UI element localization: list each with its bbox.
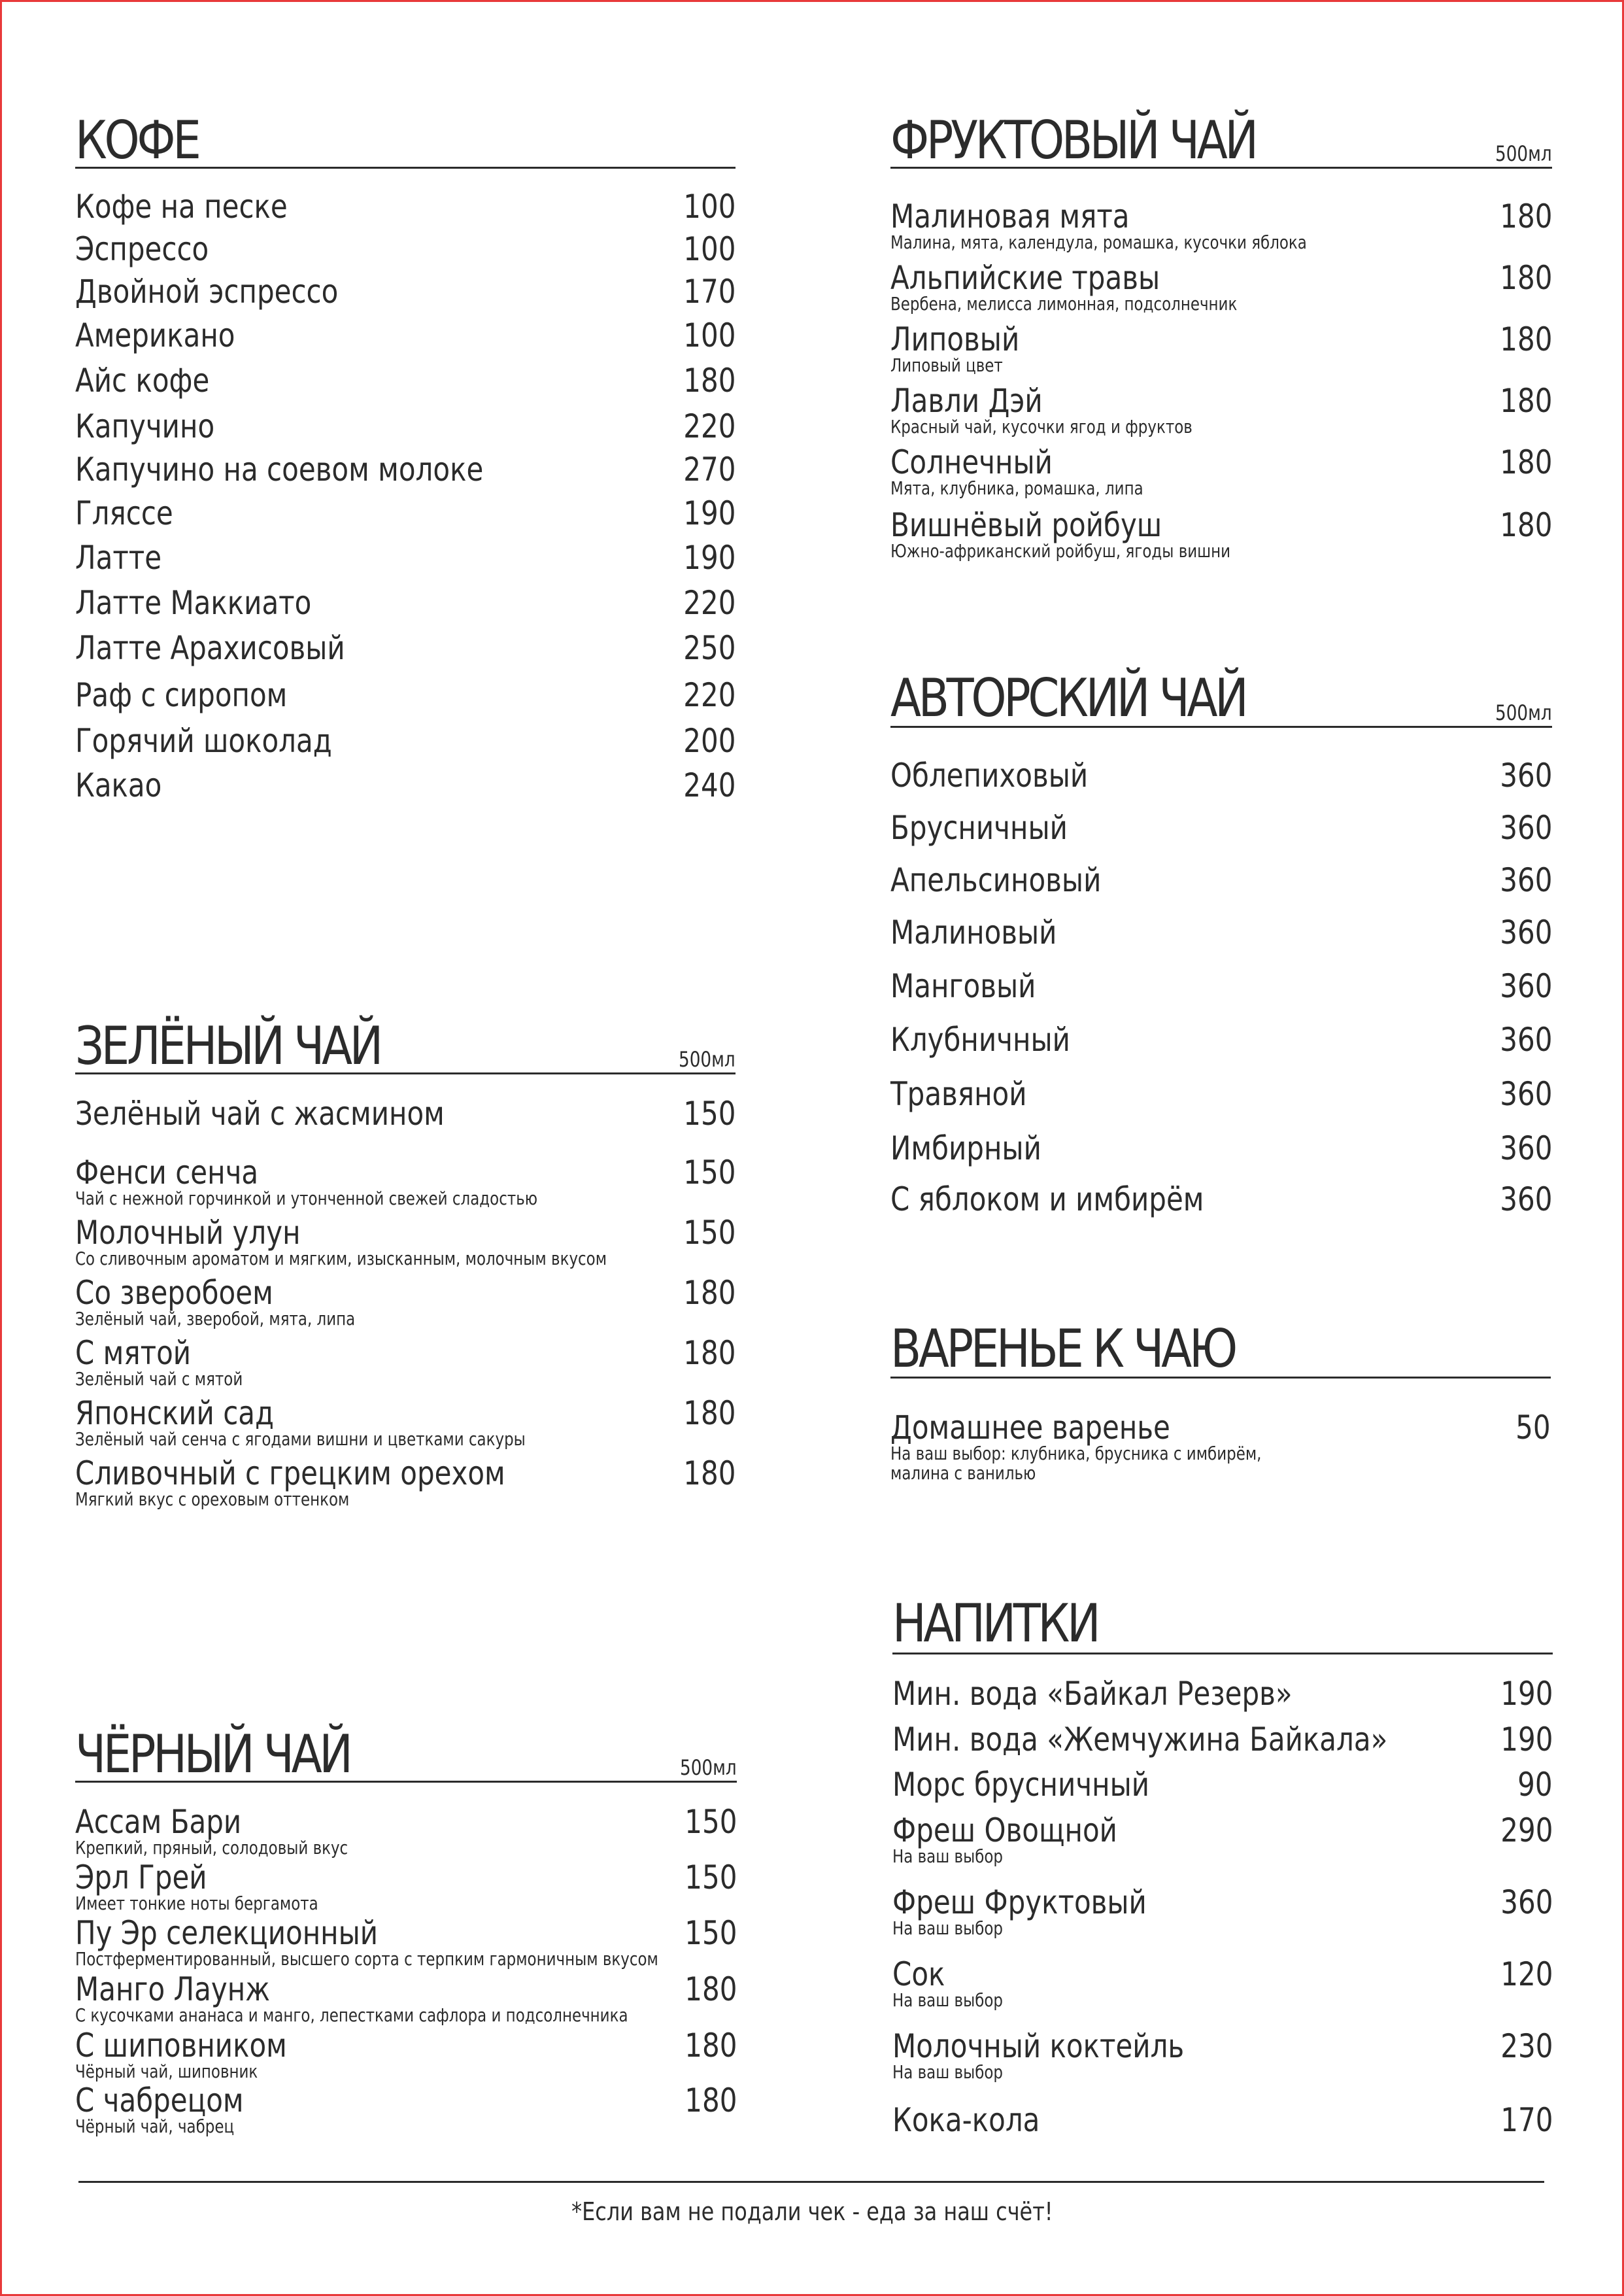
item-price: 250 — [683, 629, 736, 667]
item-name: Горячий шоколад — [75, 722, 332, 760]
item-price: 180 — [684, 1970, 737, 2008]
menu-item — [75, 539, 736, 577]
menu-item — [892, 1883, 1553, 1939]
item-price: 90 — [1517, 1766, 1553, 1804]
item-price: 180 — [1499, 320, 1552, 358]
item-price: 180 — [684, 2027, 737, 2065]
section-header — [890, 1316, 1551, 1379]
menu-item — [75, 319, 736, 352]
item-price: 360 — [1499, 1180, 1552, 1218]
item-name: Лавли Дэй — [890, 382, 1043, 420]
menu-item — [892, 2027, 1553, 2083]
item-name: Американо — [75, 317, 235, 354]
footer-note-text: *Если вам не подали чек - еда за наш счёт! — [571, 2197, 1053, 2226]
menu-item — [890, 861, 1552, 899]
item-price: 180 — [683, 362, 736, 400]
item-price: 180 — [1499, 197, 1552, 235]
menu-item — [75, 584, 736, 622]
item-name: Облепиховый — [890, 757, 1089, 795]
item-price: 100 — [683, 317, 736, 354]
section-drinks — [892, 1591, 1553, 2139]
item-name: Сливочный с грецким орехом — [75, 1454, 505, 1492]
menu-item — [892, 2101, 1553, 2139]
menu-item — [75, 1803, 737, 1859]
menu-item — [75, 2084, 737, 2136]
item-name: Домашнее варенье — [890, 1409, 1170, 1447]
item-price: 360 — [1499, 914, 1552, 951]
item-name: Клубничный — [890, 1021, 1070, 1059]
section-fruit-tea — [890, 108, 1552, 562]
item-name: Кока-кола — [892, 2101, 1040, 2139]
section-title: ВАРЕНЬЕ К ЧАЮ — [890, 1318, 1235, 1379]
item-price: 180 — [1499, 443, 1552, 481]
item-description: Чёрный чай, шиповник — [75, 2061, 258, 2082]
item-price: 150 — [684, 1914, 737, 1952]
section-volume: 500мл — [1495, 700, 1552, 725]
item-price: 50 — [1515, 1409, 1551, 1447]
section-title: ЧЁРНЫЙ ЧАЙ — [75, 1724, 350, 1785]
item-price: 150 — [683, 1095, 736, 1133]
item-name: Брусничный — [890, 809, 1068, 847]
menu-item — [75, 766, 736, 804]
item-price: 240 — [683, 766, 736, 804]
menu-item — [75, 1334, 736, 1390]
item-name: С мятой — [75, 1334, 192, 1372]
menu-item — [75, 494, 736, 532]
item-price: 200 — [683, 722, 736, 760]
item-name: Молочный улун — [75, 1214, 301, 1252]
menu-item — [75, 1394, 736, 1450]
section-title: КОФЕ — [75, 110, 199, 171]
item-description: На ваш выбор — [892, 1845, 1003, 1867]
menu-item — [75, 1095, 736, 1133]
item-price: 360 — [1499, 1021, 1552, 1059]
menu-item — [75, 1274, 736, 1329]
item-price: 220 — [683, 676, 736, 714]
item-name: Фреш Овощной — [892, 1811, 1117, 1849]
item-price: 170 — [1500, 2101, 1553, 2139]
menu-item — [75, 2029, 737, 2082]
item-name: Пу Эр селекционный — [75, 1914, 379, 1952]
item-description: Малина, мята, календула, ромашка, кусочки яблока — [890, 231, 1307, 253]
item-price: 190 — [1500, 1721, 1553, 1758]
item-name: Манговый — [890, 967, 1036, 1005]
item-name: С чабрецом — [75, 2082, 244, 2119]
item-price: 180 — [683, 1334, 736, 1372]
item-description: Имеет тонкие ноты бергамота — [75, 1893, 318, 1914]
section-green-tea — [75, 1014, 736, 1510]
section-header — [890, 108, 1552, 169]
menu-item — [890, 1411, 1551, 1483]
section-coffee — [75, 108, 736, 804]
section-header — [75, 1014, 736, 1074]
item-name: Молочный коктейль — [892, 2027, 1185, 2065]
item-name: Зелёный чай с жасмином — [75, 1095, 445, 1133]
item-description: На ваш выбор: клубника, брусника с имбирём, — [890, 1443, 1262, 1464]
menu-item — [75, 188, 736, 226]
item-description: Вербена, мелисса лимонная, подсолнечник — [890, 293, 1238, 315]
menu-item — [75, 722, 736, 760]
item-name: Раф с сиропом — [75, 676, 288, 714]
item-description: Зелёный чай с мятой — [75, 1368, 243, 1390]
item-name: Альпийские травы — [890, 259, 1160, 297]
item-price: 360 — [1499, 757, 1552, 795]
item-name: Латте Маккиато — [75, 584, 312, 622]
item-price: 230 — [1500, 2027, 1553, 2065]
menu-item — [890, 320, 1552, 376]
item-price: 360 — [1499, 1075, 1552, 1113]
item-name: Сок — [892, 1955, 945, 1993]
item-price: 170 — [683, 273, 736, 311]
item-price: 190 — [683, 539, 736, 577]
item-description: Чёрный чай, чабрец — [75, 2116, 235, 2137]
item-price: 270 — [683, 451, 736, 488]
item-price: 180 — [1499, 382, 1552, 420]
menu-item — [890, 1180, 1552, 1218]
item-price: 360 — [1499, 861, 1552, 899]
section-header — [75, 1722, 737, 1783]
menu-item — [75, 362, 736, 400]
menu-item — [890, 197, 1552, 253]
item-price: 100 — [683, 230, 736, 268]
menu-item — [890, 967, 1552, 1005]
item-name: Японский сад — [75, 1394, 275, 1432]
menu-item — [75, 1454, 736, 1510]
section-header — [75, 108, 736, 169]
item-price: 360 — [1499, 967, 1552, 1005]
item-description: На ваш выбор — [892, 1917, 1003, 1939]
item-name: Имбирный — [890, 1129, 1041, 1167]
item-description: Чай с нежной горчинкой и утонченной свежей сладостью — [75, 1188, 538, 1209]
item-name: Капучино — [75, 407, 215, 445]
item-name: Вишнёвый ройбуш — [890, 506, 1162, 544]
item-price: 190 — [683, 494, 736, 532]
item-description: Красный чай, кусочки ягод и фруктов — [890, 416, 1193, 437]
item-name: Малиновый — [890, 914, 1057, 951]
menu-item — [75, 453, 736, 486]
menu-item — [890, 382, 1552, 437]
item-description: Мята, клубника, ромашка, липа — [890, 477, 1143, 499]
section-header — [892, 1591, 1553, 1654]
menu-item — [890, 1129, 1552, 1167]
item-name: Фреш Фруктовый — [892, 1883, 1147, 1921]
item-name: Липовый — [890, 320, 1020, 358]
item-price: 150 — [684, 1803, 737, 1841]
section-header — [890, 666, 1552, 728]
item-price: 290 — [1500, 1811, 1553, 1849]
section-volume: 500мл — [679, 1047, 736, 1072]
section-title: ЗЕЛЁНЫЙ ЧАЙ — [75, 1016, 381, 1076]
menu-item — [892, 1811, 1553, 1867]
item-price: 190 — [1500, 1675, 1553, 1713]
menu-item — [890, 1021, 1552, 1059]
section-volume: 500мл — [680, 1755, 737, 1780]
item-name: Манго Лаунж — [75, 1970, 271, 2008]
item-price: 220 — [683, 584, 736, 622]
menu-item — [892, 1723, 1553, 1756]
item-name: Гляссе — [75, 494, 173, 532]
item-description: Крепкий, пряный, солодовый вкус — [75, 1837, 348, 1859]
item-name: Мин. вода «Жемчужина Байкала» — [892, 1721, 1388, 1758]
menu-item — [75, 676, 736, 714]
menu-item — [75, 273, 736, 311]
item-description: Южно-африканский ройбуш, ягоды вишни — [890, 540, 1231, 562]
item-name: Какао — [75, 766, 162, 804]
item-name: Айс кофе — [75, 362, 210, 400]
menu-item — [890, 259, 1552, 315]
item-description-line2: малина с ванилью — [890, 1462, 1036, 1484]
item-description: Зелёный чай сенча с ягодами вишни и цветками сакуры — [75, 1428, 526, 1450]
section-author-tea — [890, 666, 1552, 1218]
menu-item — [890, 757, 1552, 795]
menu-item — [75, 407, 736, 445]
item-name: Ассам Бари — [75, 1803, 242, 1841]
item-price: 360 — [1499, 809, 1552, 847]
item-name: Двойной эспрессо — [75, 273, 339, 311]
item-name: Эспрессо — [75, 230, 209, 268]
item-description: Липовый цвет — [890, 354, 1003, 376]
item-name: Со зверобоем — [75, 1274, 273, 1312]
item-description: Постферментированный, высшего сорта с терпким гармоничным вкусом — [75, 1948, 658, 1970]
item-name: Латте — [75, 539, 162, 577]
menu-item — [75, 1970, 737, 2026]
item-price: 150 — [683, 1154, 736, 1191]
item-price: 360 — [1500, 1883, 1553, 1921]
menu-item — [890, 506, 1552, 562]
item-price: 150 — [684, 1859, 737, 1896]
item-price: 180 — [683, 1274, 736, 1312]
item-name: Морс брусничный — [892, 1766, 1150, 1804]
item-price: 120 — [1500, 1955, 1553, 1993]
menu-item — [75, 1861, 737, 1913]
item-name: Солнечный — [890, 443, 1053, 481]
item-name: Фенси сенча — [75, 1154, 259, 1191]
item-name: Апельсиновый — [890, 861, 1102, 899]
section-volume: 500мл — [1495, 141, 1552, 166]
section-title: АВТОРСКИЙ ЧАЙ — [890, 668, 1246, 728]
item-price: 180 — [683, 1394, 736, 1432]
section-title: НАПИТКИ — [892, 1593, 1098, 1654]
item-name: Кофе на песке — [75, 188, 288, 226]
item-name: Капучино на соевом молоке — [75, 451, 484, 488]
item-price: 180 — [684, 2082, 737, 2119]
item-name: Мин. вода «Байкал Резерв» — [892, 1675, 1293, 1713]
menu-item — [75, 1914, 737, 1970]
item-name: Латте Арахисовый — [75, 629, 345, 667]
menu-item — [75, 230, 736, 268]
item-name: Малиновая мята — [890, 197, 1130, 235]
item-description: Мягкий вкус с ореховым оттенком — [75, 1488, 350, 1510]
section-title: ФРУКТОВЫЙ ЧАЙ — [890, 110, 1256, 171]
item-description: С кусочками ананаса и манго, лепестками сафлора и подсолнечника — [75, 2004, 628, 2026]
item-name: Эрл Грей — [75, 1859, 207, 1896]
section-jam — [890, 1316, 1551, 1484]
item-description: На ваш выбор — [892, 1989, 1003, 2011]
menu-item — [892, 1766, 1553, 1804]
menu-item — [890, 916, 1552, 949]
item-name: С яблоком и имбирём — [890, 1180, 1204, 1218]
menu-item — [890, 443, 1552, 499]
footer-note — [0, 2197, 1624, 2226]
item-description: Со сливочным ароматом и мягким, изысканным, молочным вкусом — [75, 1248, 607, 1269]
item-name: Травяной — [890, 1075, 1027, 1113]
menu-item — [892, 1955, 1553, 2011]
item-price: 180 — [1499, 259, 1552, 297]
footer-divider — [78, 2181, 1544, 2183]
section-black-tea — [75, 1722, 737, 2137]
item-name: С шиповником — [75, 2027, 287, 2065]
menu-item — [75, 1216, 736, 1269]
item-description: Зелёный чай, зверобой, мята, липа — [75, 1308, 356, 1329]
menu-item — [890, 809, 1552, 847]
menu-item — [892, 1675, 1553, 1713]
item-price: 100 — [683, 188, 736, 226]
menu-item — [75, 629, 736, 667]
item-price: 220 — [683, 407, 736, 445]
item-price: 150 — [683, 1214, 736, 1252]
menu-item — [890, 1075, 1552, 1113]
item-price: 180 — [1499, 506, 1552, 544]
menu-item — [75, 1156, 736, 1208]
item-price: 180 — [683, 1454, 736, 1492]
item-description: На ваш выбор — [892, 2061, 1003, 2083]
item-price: 360 — [1499, 1129, 1552, 1167]
